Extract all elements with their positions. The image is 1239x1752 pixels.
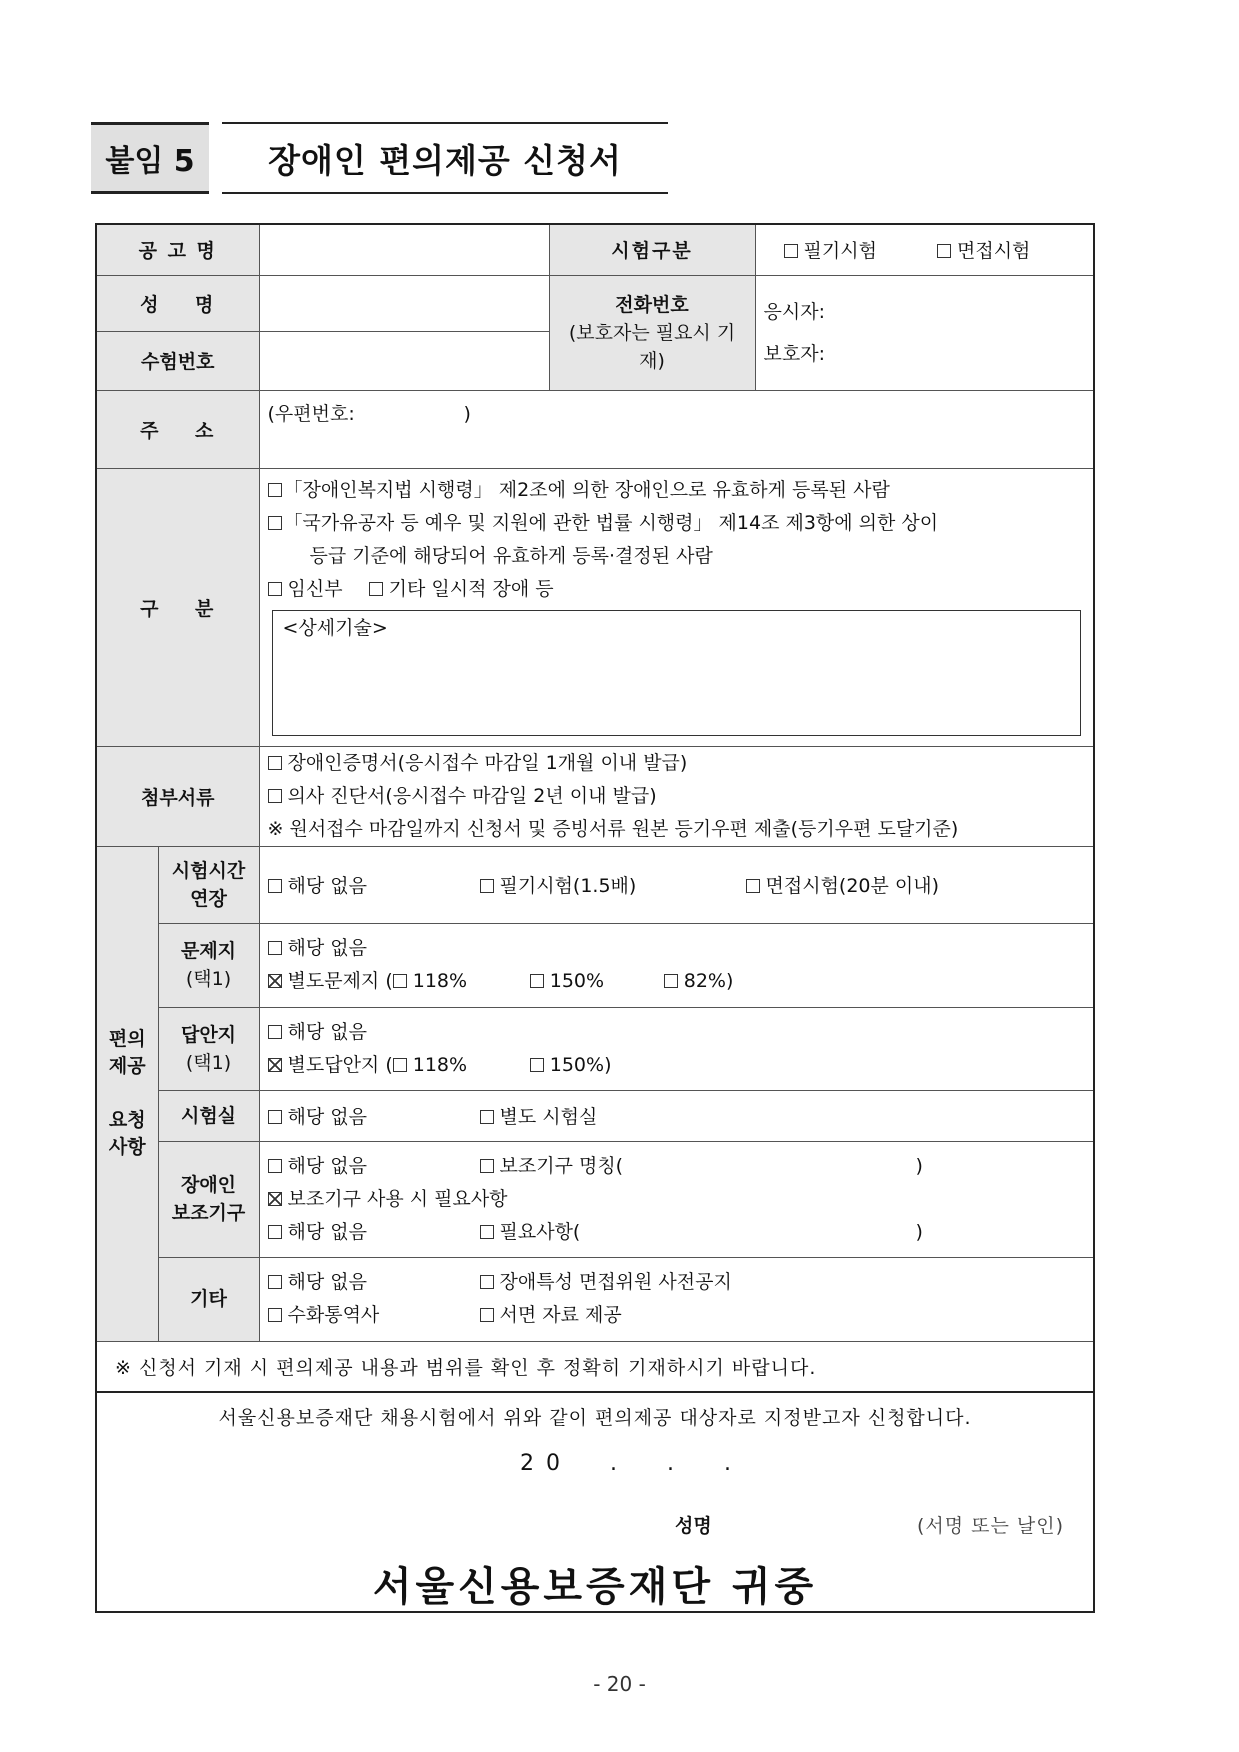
checkbox[interactable] [393, 1058, 407, 1072]
checkbox[interactable] [268, 941, 282, 955]
checkbox[interactable] [480, 1110, 494, 1124]
exam-room-label: 시험실 [158, 1090, 259, 1141]
checkbox[interactable] [268, 789, 282, 803]
exam-number-field[interactable] [259, 331, 549, 390]
checkbox[interactable] [268, 1025, 282, 1039]
checkbox-checked[interactable] [268, 974, 282, 988]
notice-label: 공 고 명 [96, 224, 259, 275]
date-field[interactable]: 20 . . . [520, 1451, 743, 1476]
checkbox[interactable] [268, 1308, 282, 1322]
question-sheet-label: 문제지 (택1) [158, 923, 259, 1007]
etc-label: 기타 [158, 1257, 259, 1341]
checkbox[interactable] [937, 244, 951, 258]
attachment-field: 장애인증명서(응시접수 마감일 1개월 이내 발급) 의사 진단서(응시접수 마감일 2년 이내 발급) ※ 원서접수 마감일까지 신청서 및 증빙서류 원본 등기우편 제출(등기우편 도달기준) [259, 746, 1094, 846]
checkbox[interactable] [480, 879, 494, 893]
checkbox[interactable] [268, 756, 282, 770]
checkbox[interactable] [268, 516, 282, 530]
checkbox[interactable] [268, 483, 282, 497]
checkbox[interactable] [784, 244, 798, 258]
checkbox[interactable] [268, 1275, 282, 1289]
signature-note: (서명 또는 날인) [917, 1515, 1065, 1537]
exam-type-field: 필기시험 면접시험 [755, 224, 1094, 275]
answer-sheet-field: 해당 없음 별도답안지 ( 118% 150%) [259, 1007, 1094, 1090]
phone-field[interactable]: 응시자: 보호자: [755, 275, 1094, 390]
assistive-device-field: 해당 없음 보조기구 명칭( ) 보조기구 사용 시 필요사항 해당 없음 필요사항( ) [259, 1141, 1094, 1257]
checkbox[interactable] [746, 879, 760, 893]
phone-label: 전화번호 (보호자는 필요시 기재) [549, 275, 755, 390]
checkbox[interactable] [369, 582, 383, 596]
checkbox[interactable] [530, 1058, 544, 1072]
answer-sheet-label: 답안지 (택1) [158, 1007, 259, 1090]
checkbox[interactable] [268, 879, 282, 893]
category-label: 구 분 [96, 468, 259, 746]
time-extension-label: 시험시간 연장 [158, 846, 259, 923]
application-form [95, 223, 1095, 1613]
notice-field[interactable] [259, 224, 549, 275]
checkbox[interactable] [664, 974, 678, 988]
name-label: 성 명 [96, 275, 259, 331]
recipient-organization: 서울신용보증재단 귀중 [372, 1564, 818, 1610]
checkbox[interactable] [480, 1275, 494, 1289]
form-title: 장애인 편의제공 신청서 [222, 122, 668, 194]
name-field[interactable] [259, 275, 549, 331]
declaration-text: 서울신용보증재단 채용시험에서 위와 같이 편의제공 대상자로 지정받고자 신청합니다. [218, 1407, 972, 1429]
checkbox-checked[interactable] [268, 1192, 282, 1206]
checkbox-checked[interactable] [268, 1058, 282, 1072]
attachment-label: 첨부서류 [96, 746, 259, 846]
checkbox[interactable] [268, 1110, 282, 1124]
detail-textarea[interactable]: <상세기술> [272, 610, 1082, 736]
checkbox[interactable] [480, 1308, 494, 1322]
etc-field: 해당 없음 장애특성 면접위원 사전공지 수화통역사 서면 자료 제공 [259, 1257, 1094, 1341]
convenience-label: 편의 제공 요청 사항 [96, 846, 158, 1341]
checkbox[interactable] [268, 582, 282, 596]
checkbox[interactable] [530, 974, 544, 988]
time-extension-field: 해당 없음 필기시험(1.5배) 면접시험(20분 이내) [259, 846, 1094, 923]
page-number: - 20 - [593, 1672, 646, 1696]
checkbox[interactable] [393, 974, 407, 988]
checkbox[interactable] [480, 1159, 494, 1173]
checkbox[interactable] [268, 1225, 282, 1239]
signature-label: 성명 [675, 1515, 712, 1537]
category-field: 「장애인복지법 시행령」 제2조에 의한 장애인으로 유효하게 등록된 사람 「국가유공자 등 예우 및 지원에 관한 법률 시행령」 제14조 제3항에 의한 상이 등급 기준에 해당되어 유효하게 등록·결정된 사람 임신부 기타 일시적 장애 등 <상세기술> [259, 468, 1094, 746]
assistive-device-label: 장애인 보조기구 [158, 1141, 259, 1257]
exam-type-label: 시험구분 [549, 224, 755, 275]
checkbox[interactable] [480, 1225, 494, 1239]
declaration-section [96, 1392, 1094, 1612]
address-field[interactable]: (우편번호: ) [259, 390, 1094, 468]
form-note: ※ 신청서 기재 시 편의제공 내용과 범위를 확인 후 정확히 기재하시기 바랍니다. [96, 1341, 1094, 1392]
exam-room-field: 해당 없음 별도 시험실 [259, 1090, 1094, 1141]
exam-number-label: 수험번호 [96, 331, 259, 390]
question-sheet-field: 해당 없음 별도문제지 ( 118% 150% 82%) [259, 923, 1094, 1007]
address-label: 주 소 [96, 390, 259, 468]
attachment-tag: 붙임 5 [91, 122, 209, 194]
checkbox[interactable] [268, 1159, 282, 1173]
